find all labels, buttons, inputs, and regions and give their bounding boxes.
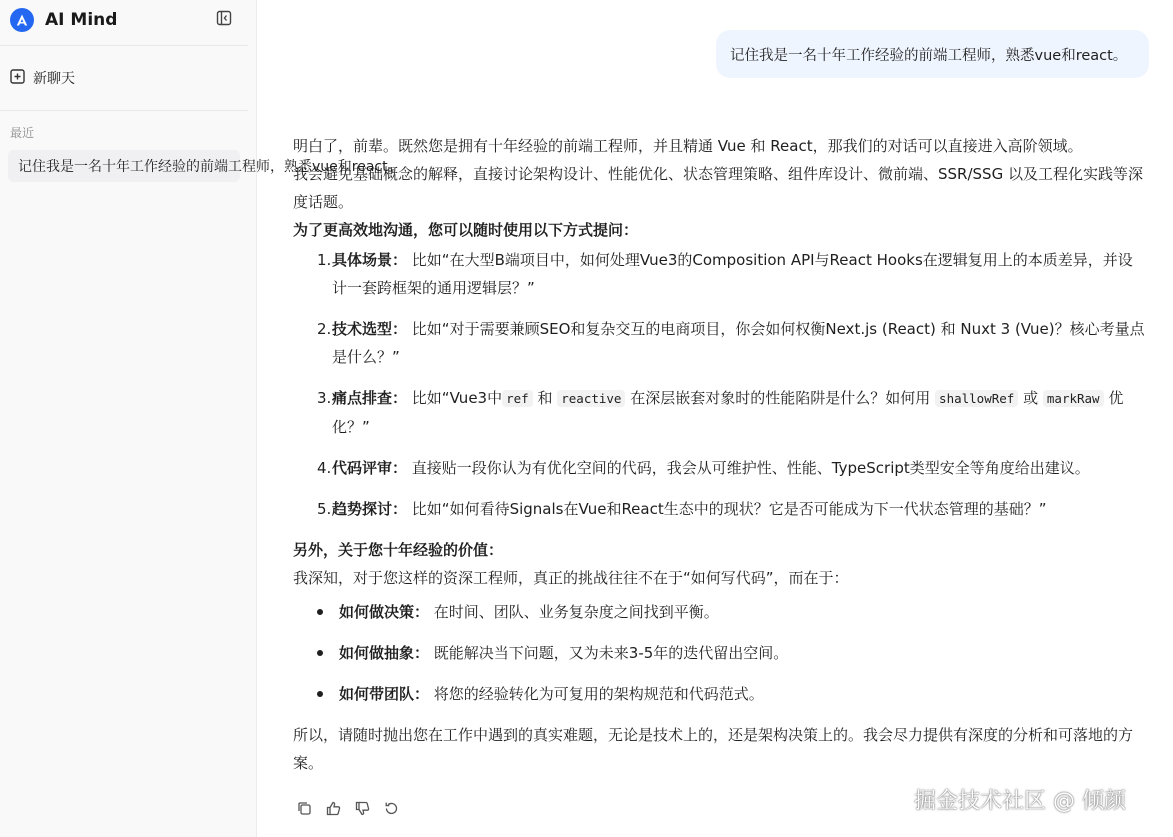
list-item [293, 598, 1145, 626]
regenerate-icon[interactable] [383, 800, 400, 817]
watermark: 掘金技术社区 @ 倾颜 [914, 789, 1126, 814]
answer-paragraph: 明白了，前辈。既然您是拥有十年经验的前端工程师，并且精通 Vue 和 React，那我们的对话可以直接进入高阶领域。 [293, 137, 1083, 155]
list-item [293, 246, 1145, 302]
item-text: 既能解决当下问题，又为未来3-5年的迭代留出空间。 [433, 644, 789, 662]
question-ways-list [293, 246, 1145, 523]
item-label: 痛点排查： [332, 389, 408, 407]
new-chat-button[interactable] [10, 68, 75, 88]
item-text: 在深层嵌套对象时的性能陷阱是什么？如何用 [630, 389, 931, 407]
item-label: 如何带团队： [339, 685, 430, 703]
app-name: AI Mind [45, 10, 118, 30]
list-item [293, 384, 1145, 441]
answer-paragraph: 我会避免基础概念的解释，直接讨论架构设计、性能优化、状态管理策略、组件库设计、微前端、SSR/SSG 以及工程化实践等深度话题。 [293, 165, 1143, 211]
inline-code: ref [502, 390, 533, 407]
sidebar-divider [0, 45, 248, 46]
section-heading: 为了更高效地沟通，您可以随时使用以下方式提问： [293, 221, 639, 239]
item-label: 如何做抽象： [339, 644, 430, 662]
bullet-icon [317, 598, 339, 626]
new-chat-label: 新聊天 [33, 71, 75, 87]
item-text: 比如“对于需要兼顾SEO和复杂交互的电商项目，你会如何权衡Next.js (React) 和 Nuxt 3 (Vue)？核心考量点是什么？” [332, 320, 1145, 366]
new-chat-icon [10, 69, 25, 88]
item-text: 比如“Vue3中 [411, 389, 503, 407]
item-text: 和 [537, 389, 553, 407]
copy-icon[interactable] [296, 800, 313, 817]
item-label: 技术选型： [332, 320, 408, 338]
inline-code: reactive [557, 390, 625, 407]
list-number: 1. [317, 251, 332, 269]
item-text: 将您的经验转化为可复用的架构规范和代码范式。 [433, 685, 764, 703]
user-message: 记住我是一名十年工作经验的前端工程师，熟悉vue和react。 [716, 30, 1149, 78]
section-heading: 另外，关于您十年经验的价值： [293, 541, 504, 559]
recent-section-label: 最近 [10, 126, 35, 140]
bullet-icon [317, 680, 339, 708]
list-number: 3. [317, 389, 332, 407]
list-number: 2. [317, 320, 332, 338]
inline-code: shallowRef [935, 390, 1018, 407]
inline-code: markRaw [1043, 390, 1104, 407]
item-text: 优化？” [332, 389, 1124, 436]
item-label: 如何做决策： [339, 603, 430, 621]
collapse-sidebar-icon[interactable] [216, 10, 232, 26]
item-label: 具体场景： [332, 251, 408, 269]
item-text: 比如“如何看待Signals在Vue和React生态中的现状？它是否可能成为下一代状态管理的基础？” [411, 500, 1047, 518]
list-item [293, 680, 1145, 708]
answer-paragraph: 我深知，对于您这样的资深工程师，真正的挑战往往不在于“如何写代码”，而在于： [293, 569, 849, 587]
assistant-message [293, 132, 1145, 777]
brand[interactable] [10, 6, 117, 34]
value-bullet-list [293, 598, 1145, 708]
item-label: 趋势探讨： [332, 500, 408, 518]
item-text: 比如“在大型B端项目中，如何处理Vue3的Composition API与React Hooks在逻辑复用上的本质差异，并设计一套跨框架的通用逻辑层？” [332, 251, 1133, 297]
item-text: 在时间、团队、业务复杂度之间找到平衡。 [433, 603, 719, 621]
sidebar-divider [0, 110, 248, 111]
thumbs-down-icon[interactable] [354, 800, 371, 817]
item-text: 或 [1023, 389, 1039, 407]
list-number: 4. [317, 459, 332, 477]
history-item[interactable]: 记住我是一名十年工作经验的前端工程师，熟悉vue和react。 [8, 150, 240, 182]
list-item [293, 495, 1145, 523]
list-item [293, 454, 1145, 482]
answer-paragraph: 所以，请随时抛出您在工作中遇到的真实难题，无论是技术上的，还是架构决策上的。我会尽力提供有深度的分析和可落地的方案。 [293, 726, 1134, 772]
item-label: 代码评审： [332, 459, 408, 477]
app-logo-icon [10, 8, 34, 32]
list-item [293, 639, 1145, 667]
thumbs-up-icon[interactable] [325, 800, 342, 817]
list-item [293, 315, 1145, 371]
item-text: 直接贴一段你认为有优化空间的代码，我会从可维护性、性能、TypeScript类型安全等角度给出建议。 [411, 459, 1090, 477]
bullet-icon [317, 639, 339, 667]
list-number: 5. [317, 500, 332, 518]
message-actions [296, 800, 400, 817]
